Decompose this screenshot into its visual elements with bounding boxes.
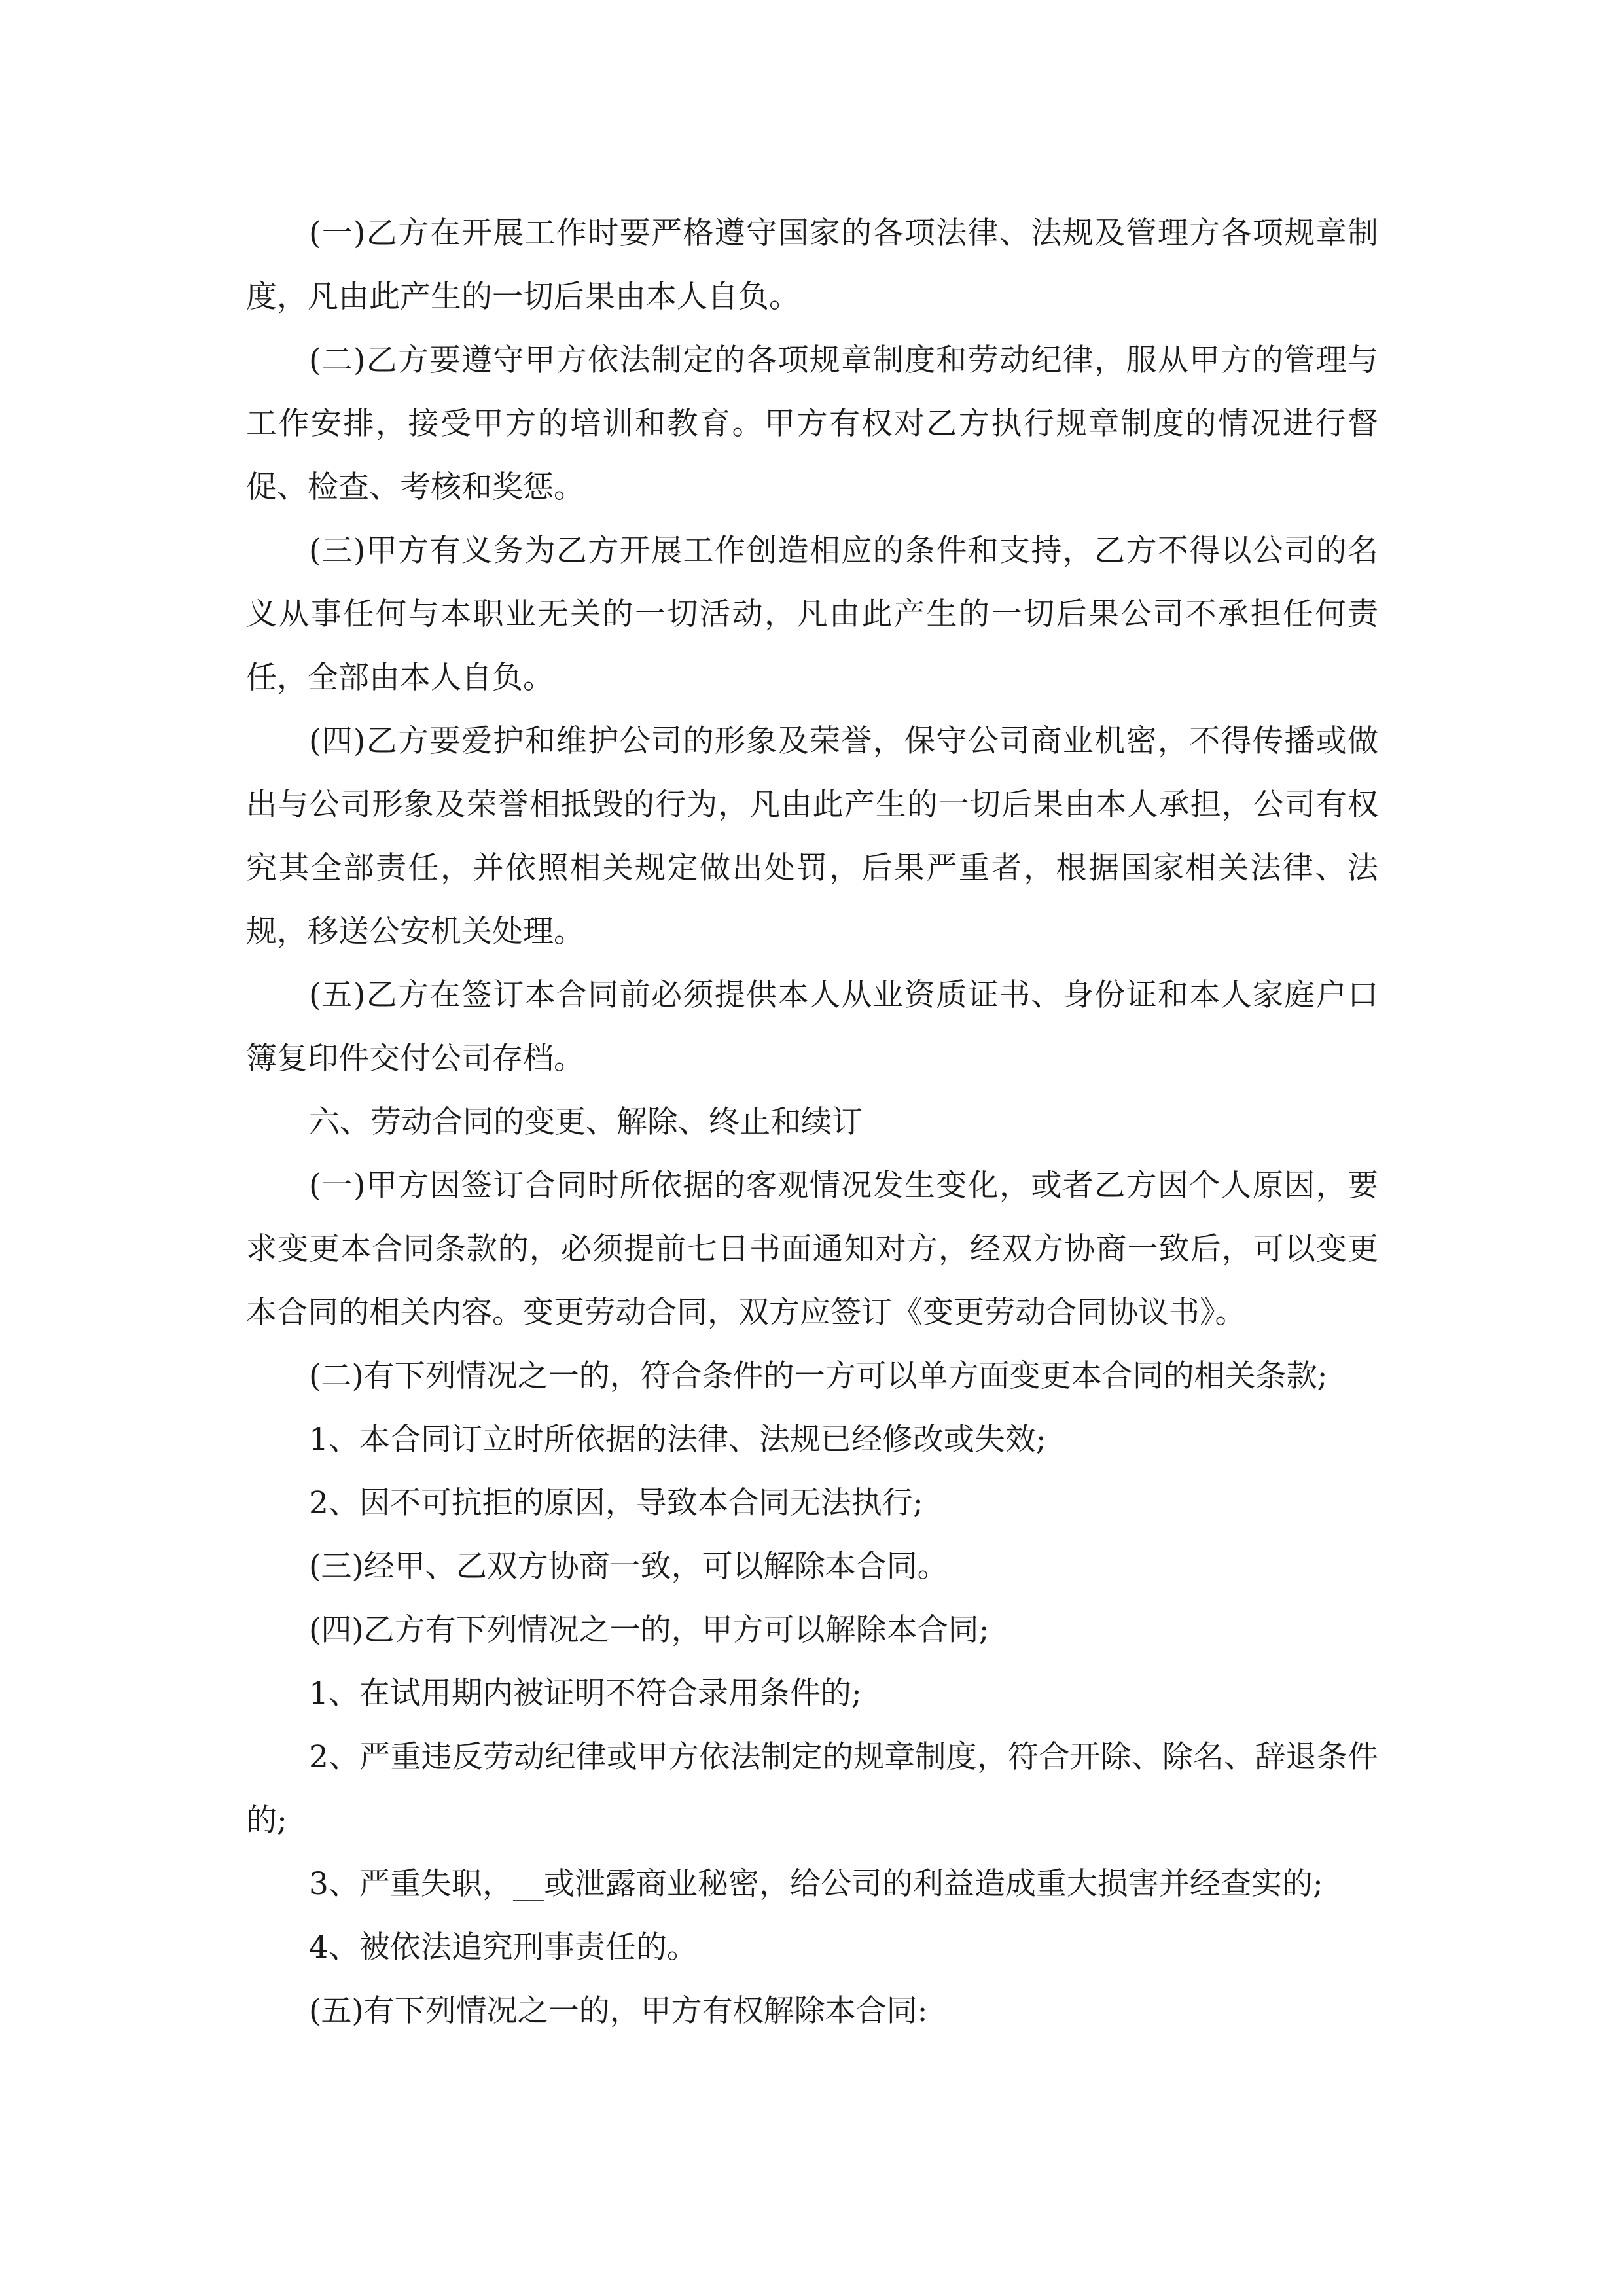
section-heading: 六、劳动合同的变更、解除、终止和续订 [309,1104,863,1140]
list-item: 2、严重违反劳动纪律或甲方依法制定的规章制度，符合开除、除名、辞退条件的; [246,1739,1378,1839]
clause-paragraph: (一)甲方因签订合同时所依据的客观情况发生变化，或者乙方因个人原因，要求变更本合同条款的，必须提前七日书面通知对方，经双方协商一致后，可以变更本合同的相关内容。变更劳动合同，双方应签订《变更劳动合同协议书》。 [246,1168,1378,1331]
clause-paragraph: (四)乙方要爱护和维护公司的形象及荣誉，保守公司商业机密，不得传播或做出与公司形象及荣誉相抵毁的行为，凡由此产生的一切后果由本人承担，公司有权究其全部责任，并依照相关规定做出处罚，后果严重者，根据国家相关法律、法规，移送公安机关处理。 [246,723,1378,950]
clause-paragraph: (三)甲方有义务为乙方开展工作创造相应的条件和支持，乙方不得以公司的名义从事任何与本职业无关的一切活动，凡由此产生的一切后果公司不承担任何责任，全部由本人自负。 [246,533,1378,696]
clause-paragraph: (五)有下列情况之一的，甲方有权解除本合同: [309,1993,928,2029]
clause-paragraph: (二)有下列情况之一的，符合条件的一方可以单方面变更本合同的相关条款; [309,1358,1328,1394]
list-item: 2、因不可抗拒的原因，导致本合同无法执行; [309,1485,923,1521]
clause-paragraph: (二)乙方要遵守甲方依法制定的各项规章制度和劳动纪律，服从甲方的管理与工作安排，接受甲方的培训和教育。甲方有权对乙方执行规章制度的情况进行督促、检查、考核和奖惩。 [246,342,1378,505]
document-body [246,202,1378,2043]
clause-paragraph: (四)乙方有下列情况之一的，甲方可以解除本合同; [309,1612,990,1648]
clause-paragraph: (一)乙方在开展工作时要严格遵守国家的各项法律、法规及管理方各项规章制度，凡由此产生的一切后果由本人自负。 [246,215,1378,315]
list-item: 1、本合同订立时所依据的法律、法规已经修改或失效; [309,1422,1046,1458]
list-item: 4、被依法追究刑事责任的。 [309,1929,698,1965]
list-item: 3、严重失职，__或泄露商业秘密，给公司的利益造成重大损害并经查实的; [309,1866,1323,1902]
clause-paragraph: (五)乙方在签订本合同前必须提供本人从业资质证书、身份证和本人家庭户口簿复印件交付公司存档。 [246,977,1378,1077]
clause-paragraph: (三)经甲、乙双方协商一致，可以解除本合同。 [309,1549,948,1585]
list-item: 1、在试用期内被证明不符合录用条件的; [309,1676,862,1712]
